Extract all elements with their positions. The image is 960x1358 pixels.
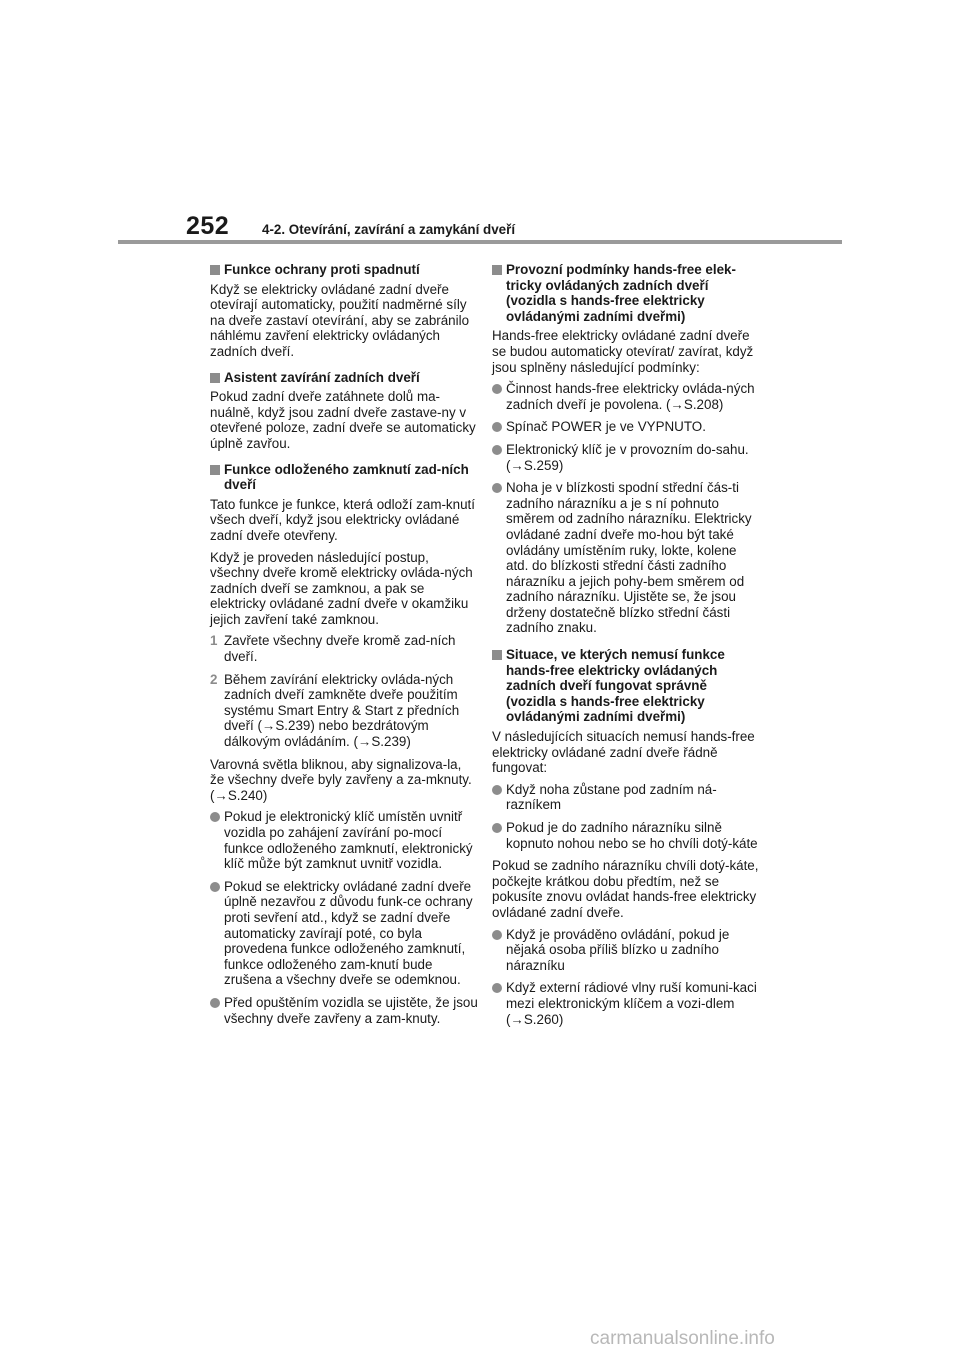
round-bullet-icon	[492, 384, 502, 394]
numbered-step: 1 Zavřete všechny dveře kromě zad-ních dveří.	[210, 633, 456, 665]
round-bullet-icon	[210, 998, 220, 1008]
bullet-item: Pokud je do zadního nárazníku silně kopnuto nohou nebo se ho chvíli dotý-káte	[492, 820, 760, 851]
page-number: 252	[186, 212, 230, 240]
bullet-item: Noha je v blízkosti spodní střední čás-ti zadního nárazníku a je s ní pohnuto směrem od zadního nárazníku. Elektricky ovládané zadní dveře mo-hou být také ovládány umístěním ruky, lokte, kolene atd. do blízkosti střední části zadního nárazníku a jejich pohy-bem směrem od zadního nárazníku. Ujistěte se, že jsou drženy dostatečně blízko střední části zadního znaku.	[492, 480, 760, 636]
round-bullet-icon	[492, 823, 502, 833]
bullet-item: Pokud se elektricky ovládané zadní dveře úplně nezavřou z důvodu funk-ce ochrany proti sevření atd., když se zadní dveře automaticky zavírají poté, co byla provedena funkce odloženého zamknutí, funkce odloženého zam-knutí bude zrušena a všechny dveře se odemknou.	[210, 879, 478, 988]
bullet-item: Činnost hands-free elektricky ovláda-ných zadních dveří je povolena. (→S.208)	[492, 381, 760, 412]
section-title: 4-2. Otevírání, zavírání a zamykání dveří	[262, 222, 516, 237]
bullet-item: Před opuštěním vozidla se ujistěte, že jsou všechny dveře zavřeny a zam-knuty.	[210, 995, 478, 1026]
round-bullet-icon	[492, 930, 502, 940]
watermark: carmanualsonline.info	[590, 1328, 775, 1349]
round-bullet-icon	[492, 983, 502, 993]
round-bullet-icon	[492, 422, 502, 432]
bullet-item: Když noha zůstane pod zadním ná-razníkem	[492, 782, 760, 813]
square-bullet-icon	[210, 373, 220, 383]
section-heading: Funkce odloženého zamknutí zad-ních dveří	[210, 462, 478, 493]
square-bullet-icon	[210, 265, 220, 275]
step-number: 1	[210, 633, 218, 649]
square-bullet-icon	[210, 465, 220, 475]
paragraph: Pokud se zadního nárazníku chvíli dotý-káte, počkejte krátkou dobu předtím, než se pokusíte znovu ovládat hands-free elektricky ovládané zadní dveře.	[492, 858, 759, 920]
step-number: 2	[210, 671, 218, 687]
section-heading: Provozní podmínky hands-free elek-tricky ovládaných zadních dveří (vozidla s hands-free elektricky ovládanými zadními dveřmi)	[492, 262, 760, 324]
section-heading: Situace, ve kterých nemusí funkce hands-free elektricky ovládaných zadních dveří fungovat správně (vozidla s hands-free elektricky ovládanými zadními dveřmi)	[492, 647, 760, 725]
left-column	[210, 262, 478, 1033]
round-bullet-icon	[210, 812, 220, 822]
bullet-item: Pokud je elektronický klíč umístěn uvnitř vozidla po zahájení zavírání po-mocí funkce odloženého zamknutí, elektronický klíč může být zamknut uvnitř vozidla.	[210, 809, 478, 871]
paragraph: Varovná světla bliknou, aby signalizova-la, že všechny dveře byly zavřeny a za-mknuty. (→S.240)	[210, 756, 472, 803]
round-bullet-icon	[492, 785, 502, 795]
page-header	[186, 212, 515, 241]
paragraph: Tato funkce je funkce, která odloží zam-knutí všech dveří, když jsou elektricky ovládané zadní dveře otevřeny.	[210, 496, 475, 543]
bullet-item: Spínač POWER je ve VYPNUTO.	[492, 419, 760, 435]
paragraph: Když se elektricky ovládané zadní dveře otevírají automaticky, použití nadměrné síly na dveře zastaví otevírání, aby se zabránilo náhlému zavření elektricky ovládaných zadních dveří.	[210, 281, 470, 359]
round-bullet-icon	[210, 882, 220, 892]
section-heading: Asistent zavírání zadních dveří	[210, 370, 478, 386]
paragraph: Hands-free elektricky ovládané zadní dveře se budou automaticky otevírat/ zavírat, když jsou splněny následující podmínky:	[492, 328, 754, 375]
paragraph: V následujících situacích nemusí hands-free elektricky ovládané zadní dveře řádně fungovat:	[492, 729, 755, 776]
bullet-item: Když je prováděno ovládání, pokud je nějaká osoba příliš blízko u zadního nárazníku	[492, 927, 760, 974]
bullet-item: Když externí rádiové vlny ruší komuni-kaci mezi elektronickým klíčem a vozi-dlem (→S.260)	[492, 980, 760, 1027]
paragraph: Pokud zadní dveře zatáhnete dolů ma-nuálně, když jsou zadní dveře zastave-ny v otevřené poloze, zadní dveře se automaticky úplně zavřou.	[210, 389, 476, 451]
bullet-item: Elektronický klíč je v provozním do-sahu. (→S.259)	[492, 442, 760, 473]
round-bullet-icon	[492, 445, 502, 455]
round-bullet-icon	[492, 483, 502, 493]
section-heading: Funkce ochrany proti spadnutí	[210, 262, 478, 278]
header-divider	[118, 240, 842, 244]
right-column	[492, 262, 760, 1034]
numbered-step: 2 Během zavírání elektricky ovláda-ných zadních dveří zamkněte dveře použitím systému Smart Entry & Start z předních dveří (→S.239) nebo bezdrátovým dálkovým ovládáním. (→S.239)	[210, 671, 460, 750]
square-bullet-icon	[492, 265, 502, 275]
square-bullet-icon	[492, 650, 502, 660]
paragraph: Když je proveden následující postup, všechny dveře kromě elektricky ovláda-ných zadních dveří se zamknou, a pak se elektricky ovládané zadní dveře v okamžiku jejich zavření také zamknou.	[210, 549, 473, 627]
